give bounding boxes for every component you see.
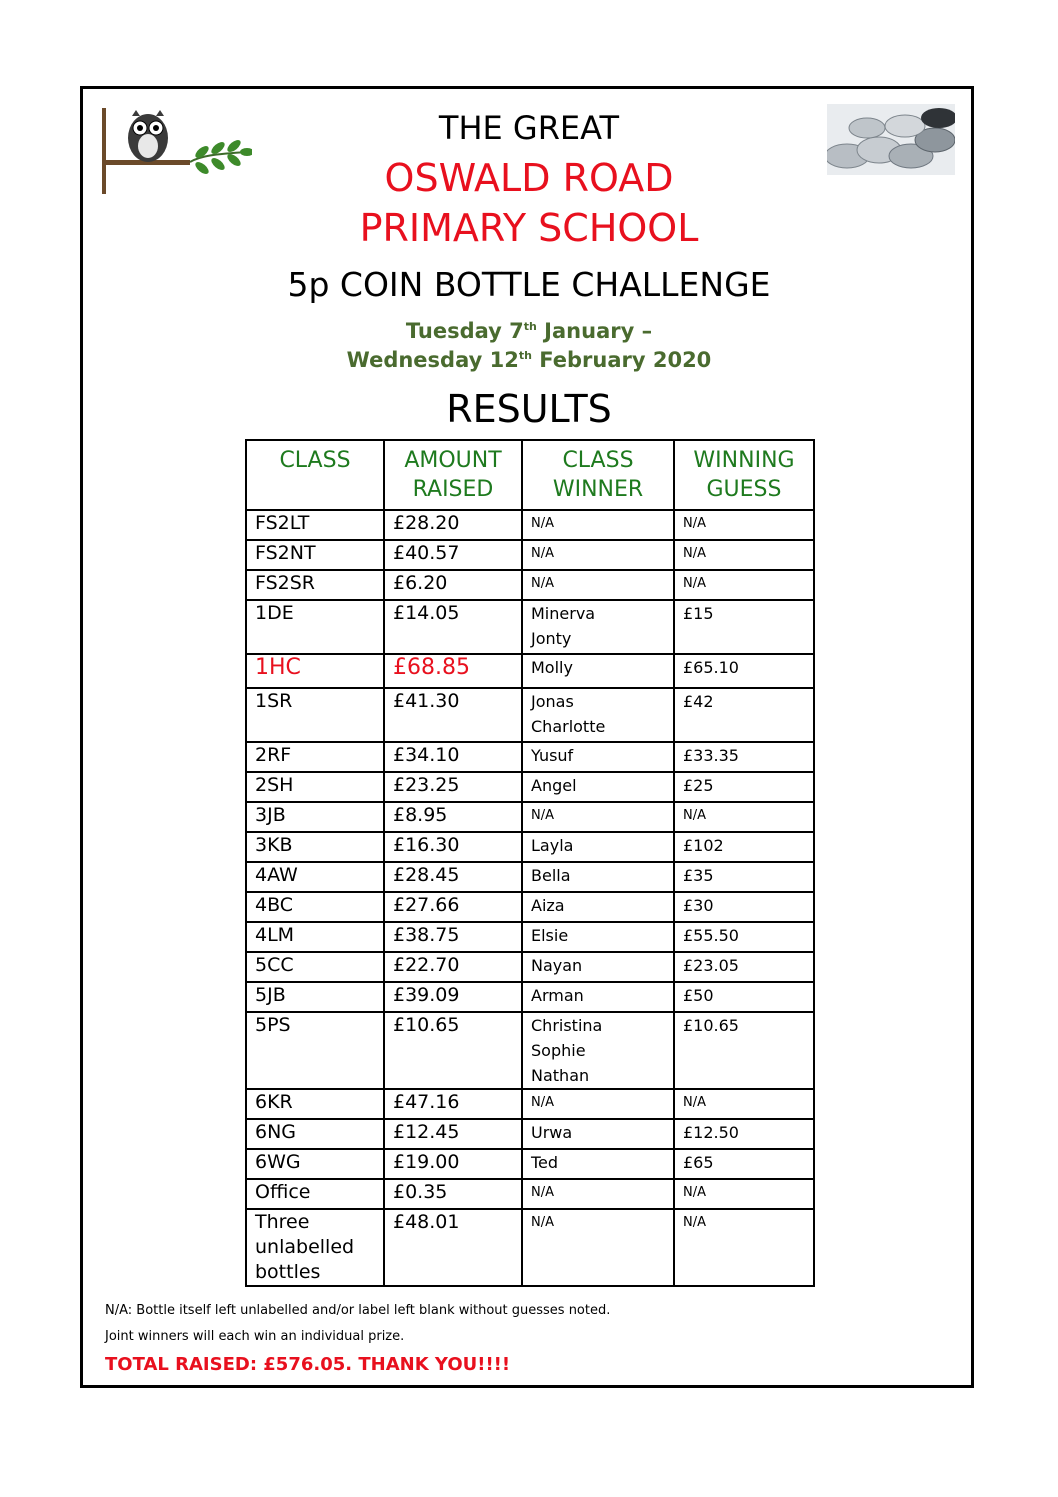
table-row: [246, 892, 814, 922]
guess-cell: £65: [674, 1149, 814, 1179]
guess-cell: N/A: [674, 540, 814, 570]
table-header-row: [246, 440, 814, 510]
table-row: [246, 982, 814, 1012]
class-cell: FS2SR: [246, 570, 384, 600]
joint-winners-note: Joint winners will each win an individual prize.: [105, 1329, 405, 1344]
table-row: [246, 1209, 814, 1286]
guess-cell: £50: [674, 982, 814, 1012]
amount-cell: £28.20: [384, 510, 522, 540]
winner-cell: Christina Sophie Nathan: [522, 1012, 674, 1089]
class-cell: FS2LT: [246, 510, 384, 540]
table-row: [246, 772, 814, 802]
class-cell: 5PS: [246, 1012, 384, 1089]
amount-cell: £27.66: [384, 892, 522, 922]
winner-cell: Molly: [522, 654, 674, 688]
guess-cell: N/A: [674, 1209, 814, 1286]
winner-cell: N/A: [522, 802, 674, 832]
guess-cell: N/A: [674, 802, 814, 832]
class-cell: 4AW: [246, 862, 384, 892]
winner-cell: Layla: [522, 832, 674, 862]
guess-cell: £33.35: [674, 742, 814, 772]
winner-cell: N/A: [522, 1089, 674, 1119]
table-row: [246, 510, 814, 540]
header-class: CLASS: [246, 440, 384, 510]
class-cell: Three unlabelled bottles: [246, 1209, 384, 1286]
winner-cell: Nayan: [522, 952, 674, 982]
winner-cell: Urwa: [522, 1119, 674, 1149]
amount-cell: £28.45: [384, 862, 522, 892]
class-cell: 4BC: [246, 892, 384, 922]
amount-cell: £8.95: [384, 802, 522, 832]
amount-cell: £6.20: [384, 570, 522, 600]
guess-cell: N/A: [674, 570, 814, 600]
table-row: [246, 1179, 814, 1209]
guess-cell: £30: [674, 892, 814, 922]
date-start: Tuesday 7th January –: [405, 319, 653, 343]
class-cell: 2RF: [246, 742, 384, 772]
amount-cell: £47.16: [384, 1089, 522, 1119]
winner-cell: Arman: [522, 982, 674, 1012]
winner-cell: Bella: [522, 862, 674, 892]
class-cell: 6WG: [246, 1149, 384, 1179]
winner-cell: N/A: [522, 1179, 674, 1209]
amount-cell: £10.65: [384, 1012, 522, 1089]
table-row: [246, 952, 814, 982]
header-amount-raised: AMOUNT RAISED: [384, 440, 522, 510]
class-cell: 1HC: [246, 654, 384, 688]
amount-cell: £23.25: [384, 772, 522, 802]
table-row: [246, 832, 814, 862]
amount-cell: £48.01: [384, 1209, 522, 1286]
guess-cell: £65.10: [674, 654, 814, 688]
school-name-line-2: PRIMARY SCHOOL: [359, 206, 699, 250]
guess-cell: N/A: [674, 1179, 814, 1209]
header-winning-guess: WINNING GUESS: [674, 440, 814, 510]
winner-cell: N/A: [522, 570, 674, 600]
table-row: [246, 570, 814, 600]
guess-cell: £42: [674, 688, 814, 742]
total-raised: TOTAL RAISED: £576.05. THANK YOU!!!!: [105, 1354, 511, 1375]
winner-cell: Yusuf: [522, 742, 674, 772]
amount-cell: £68.85: [384, 654, 522, 688]
amount-cell: £0.35: [384, 1179, 522, 1209]
class-cell: 6NG: [246, 1119, 384, 1149]
amount-cell: £40.57: [384, 540, 522, 570]
table-row: [246, 600, 814, 654]
title-line-1: THE GREAT: [438, 109, 620, 147]
table-row: [246, 922, 814, 952]
amount-cell: £16.30: [384, 832, 522, 862]
amount-cell: £41.30: [384, 688, 522, 742]
results-heading: RESULTS: [446, 387, 612, 431]
class-cell: 4LM: [246, 922, 384, 952]
winner-cell: Aiza: [522, 892, 674, 922]
header-class-winner: CLASS WINNER: [522, 440, 674, 510]
amount-cell: £34.10: [384, 742, 522, 772]
table-row: [246, 802, 814, 832]
winner-cell: Angel: [522, 772, 674, 802]
na-footnote: N/A: Bottle itself left unlabelled and/or label left blank without guesses noted.: [105, 1303, 611, 1318]
class-cell: 6KR: [246, 1089, 384, 1119]
guess-cell: £10.65: [674, 1012, 814, 1089]
amount-cell: £22.70: [384, 952, 522, 982]
table-row: [246, 688, 814, 742]
results-table: [245, 439, 815, 1287]
winner-cell: Jonas Charlotte: [522, 688, 674, 742]
guess-cell: £55.50: [674, 922, 814, 952]
guess-cell: £23.05: [674, 952, 814, 982]
table-row: [246, 1089, 814, 1119]
guess-cell: £15: [674, 600, 814, 654]
guess-cell: £35: [674, 862, 814, 892]
winner-cell: N/A: [522, 540, 674, 570]
amount-cell: £39.09: [384, 982, 522, 1012]
class-cell: Office: [246, 1179, 384, 1209]
class-cell: FS2NT: [246, 540, 384, 570]
guess-cell: £102: [674, 832, 814, 862]
table-row: [246, 1119, 814, 1149]
winner-cell: N/A: [522, 1209, 674, 1286]
table-row: [246, 742, 814, 772]
winner-cell: Ted: [522, 1149, 674, 1179]
class-cell: 1SR: [246, 688, 384, 742]
school-name-line-1: OSWALD ROAD: [384, 156, 674, 200]
winner-cell: Minerva Jonty: [522, 600, 674, 654]
amount-cell: £38.75: [384, 922, 522, 952]
winner-cell: Elsie: [522, 922, 674, 952]
amount-cell: £14.05: [384, 600, 522, 654]
amount-cell: £19.00: [384, 1149, 522, 1179]
table-row: [246, 862, 814, 892]
guess-cell: N/A: [674, 1089, 814, 1119]
guess-cell: £25: [674, 772, 814, 802]
class-cell: 5JB: [246, 982, 384, 1012]
class-cell: 3JB: [246, 802, 384, 832]
table-row: [246, 654, 814, 688]
class-cell: 3KB: [246, 832, 384, 862]
date-end: Wednesday 12th February 2020: [346, 348, 712, 372]
table-row: [246, 1149, 814, 1179]
class-cell: 2SH: [246, 772, 384, 802]
table-row: [246, 540, 814, 570]
class-cell: 1DE: [246, 600, 384, 654]
amount-cell: £12.45: [384, 1119, 522, 1149]
class-cell: 5CC: [246, 952, 384, 982]
guess-cell: £12.50: [674, 1119, 814, 1149]
table-row: [246, 1012, 814, 1089]
winner-cell: N/A: [522, 510, 674, 540]
challenge-title: 5p COIN BOTTLE CHALLENGE: [287, 265, 771, 304]
guess-cell: N/A: [674, 510, 814, 540]
